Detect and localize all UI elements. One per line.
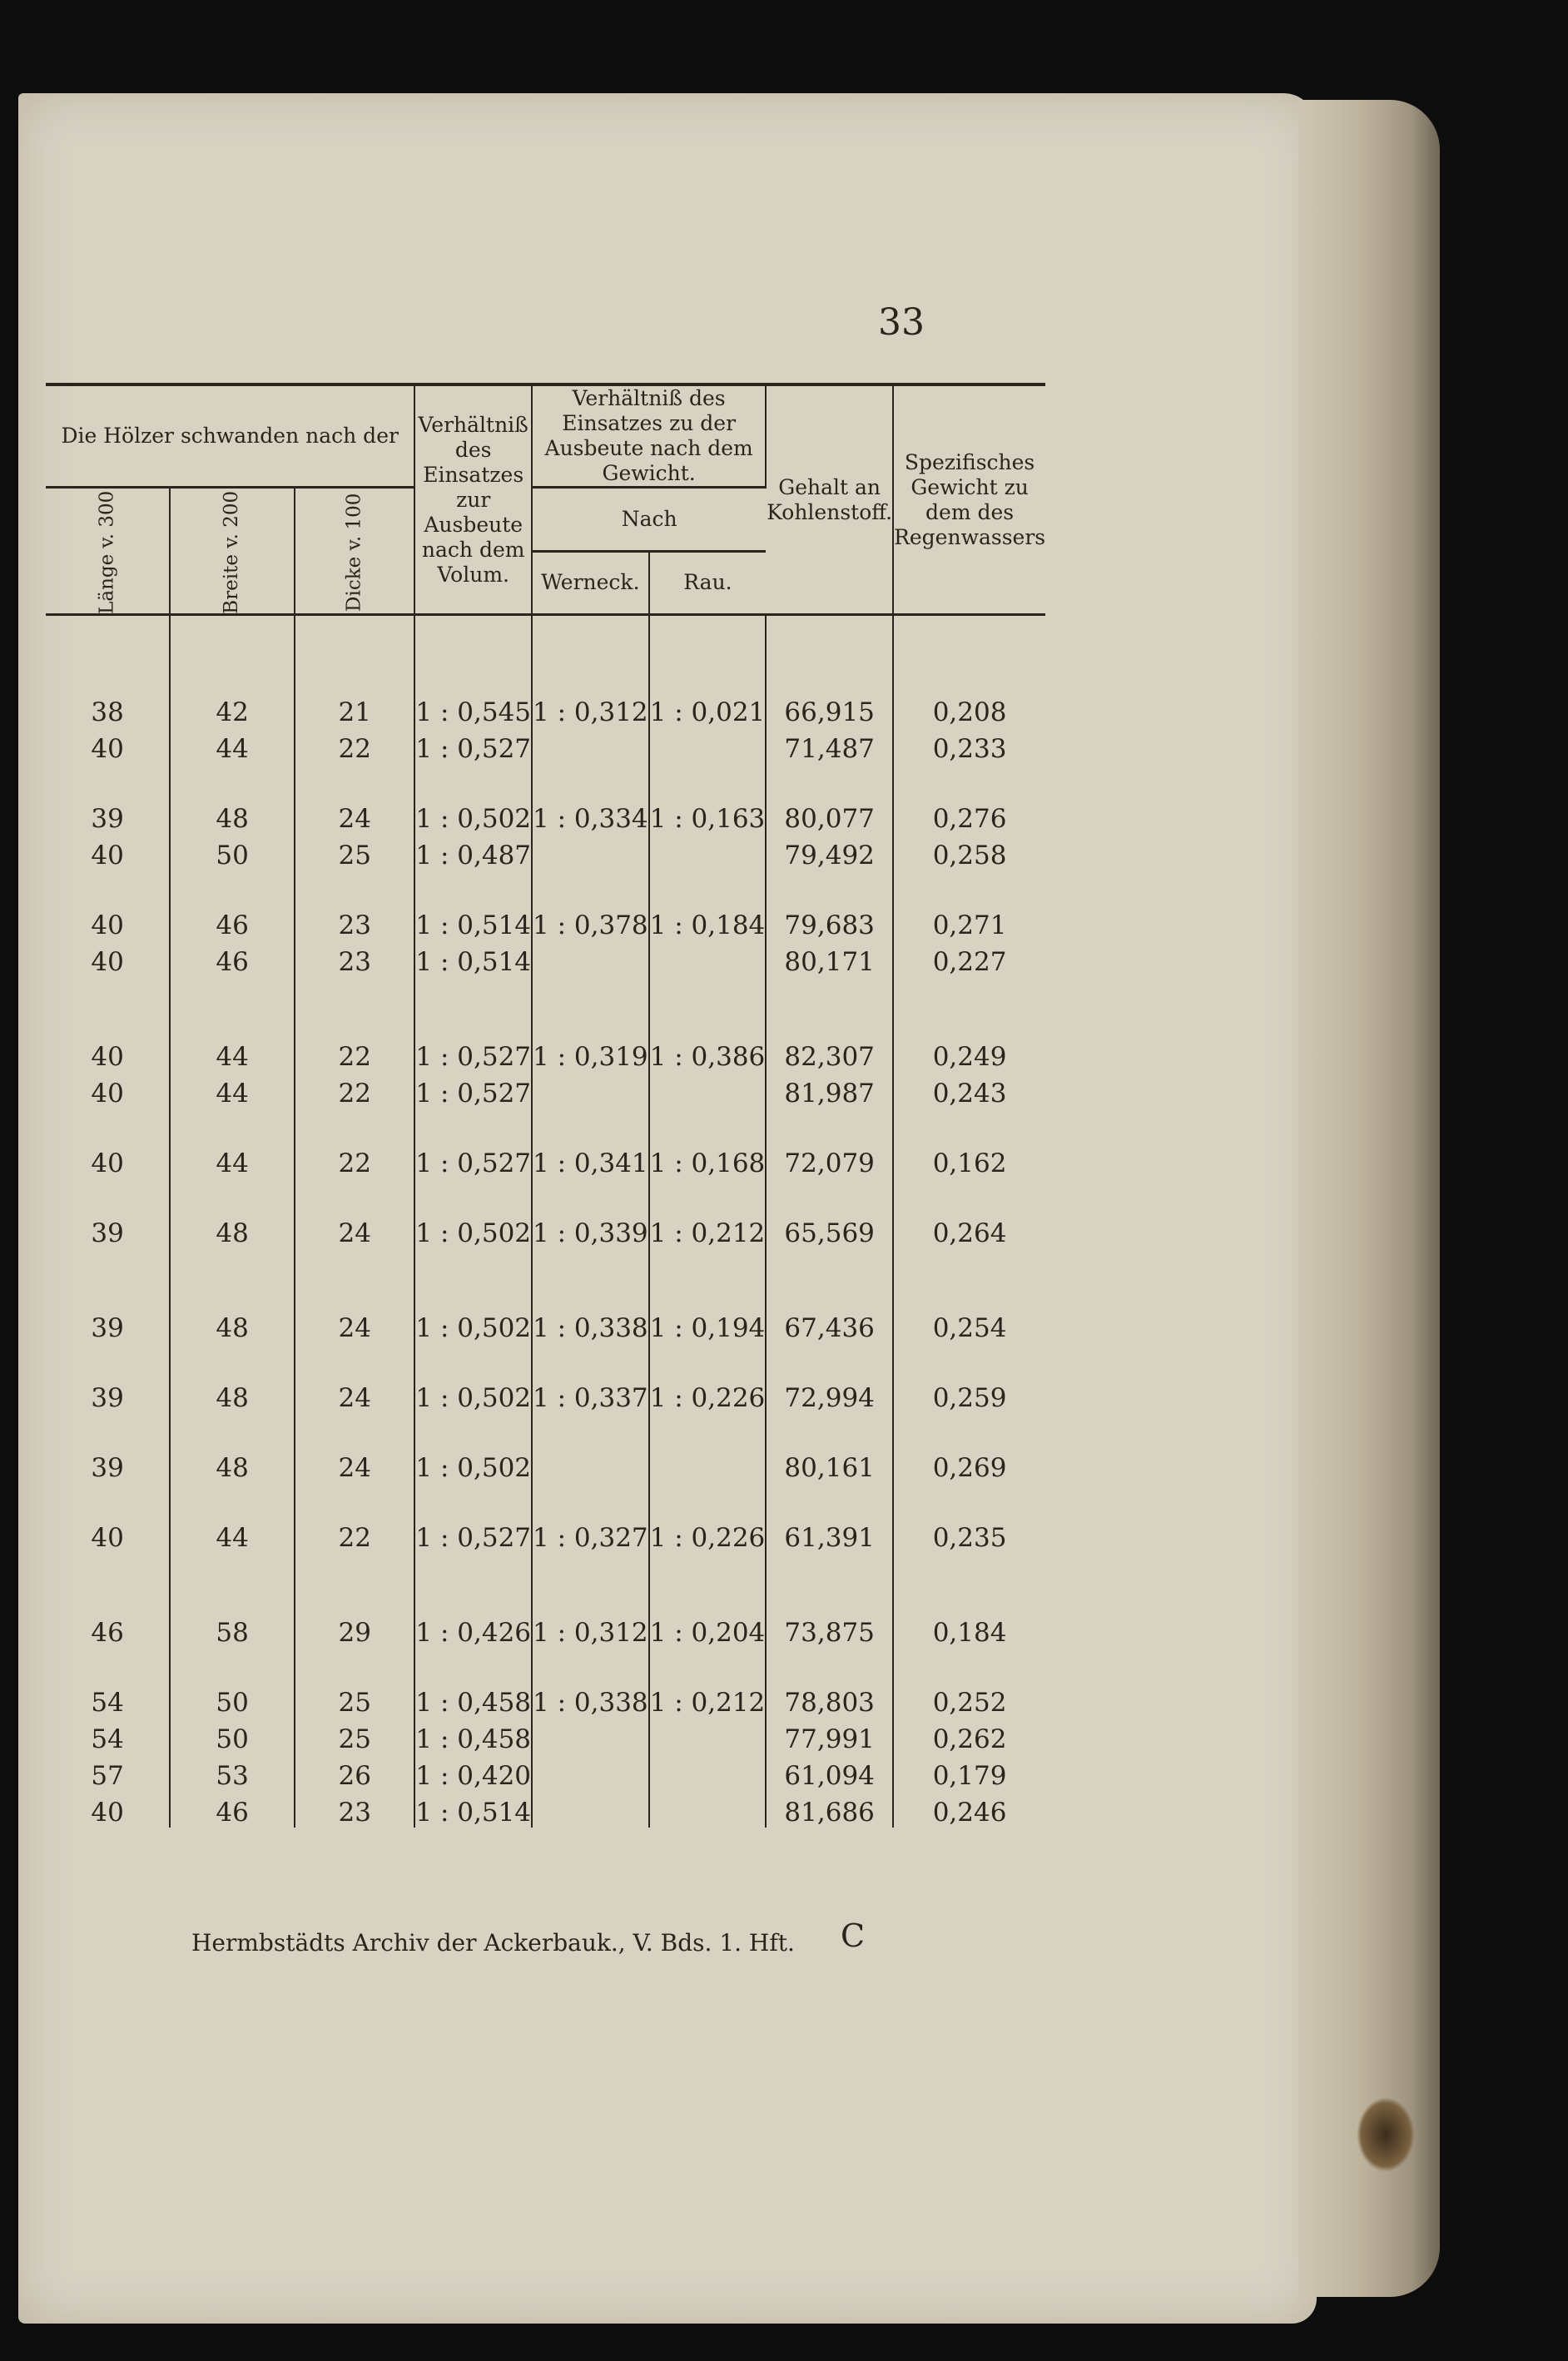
table-row <box>46 1446 1045 1483</box>
page-edge <box>1298 100 1440 2297</box>
cell-rau: 1 : 0,226 <box>649 1516 767 1553</box>
cell-l: 40 <box>46 1791 170 1828</box>
cell-l: 39 <box>46 1376 170 1413</box>
header-laenge: Länge v. 300 <box>46 488 170 615</box>
cell-b: 44 <box>170 727 295 764</box>
cell-kohle: 80,161 <box>766 1446 893 1483</box>
data-table-wrapper <box>46 383 1046 1828</box>
cell-d: 22 <box>295 1516 414 1553</box>
cell-d: 22 <box>295 727 414 764</box>
cell-volum: 1 : 0,487 <box>414 834 532 870</box>
cell-d: 24 <box>295 797 414 834</box>
cell-spez: 0,262 <box>932 1724 1007 1754</box>
cell-d: 22 <box>295 1035 414 1072</box>
cell-volum: 1 : 0,426 <box>414 1611 532 1648</box>
table-row <box>46 727 1045 764</box>
cell-spez: 0,258 <box>932 841 1007 870</box>
cell-volum: 1 : 0,502 <box>414 1212 532 1248</box>
cell-b: 44 <box>170 1516 295 1553</box>
cell-volum: 1 : 0,527 <box>414 727 532 764</box>
table-row <box>46 1376 1045 1413</box>
cell-b: 46 <box>170 1791 295 1828</box>
cell-rau: 1 : 0,386 <box>649 1035 767 1072</box>
header-werneck: Werneck. <box>532 551 649 615</box>
cell-kohle: 80,077 <box>766 797 893 834</box>
cell-l: 40 <box>46 1072 170 1109</box>
cell-l: 40 <box>46 1516 170 1553</box>
cell-d: 23 <box>295 940 414 977</box>
cell-rau <box>649 1718 767 1754</box>
cell-rau: 1 : 0,184 <box>649 904 767 940</box>
cell-werneck <box>532 727 649 764</box>
row-spacer <box>46 1413 1045 1446</box>
cell-l: 40 <box>46 834 170 870</box>
cell-rau <box>649 940 767 977</box>
cell-b: 50 <box>170 834 295 870</box>
cell-l: 39 <box>46 1307 170 1343</box>
cell-l: 39 <box>46 1212 170 1248</box>
cell-l: 57 <box>46 1754 170 1791</box>
cell-l: 39 <box>46 797 170 834</box>
cell-volum: 1 : 0,545 <box>414 691 532 727</box>
cell-werneck <box>532 1446 649 1483</box>
row-spacer <box>46 1553 1045 1611</box>
cell-kohle: 81,987 <box>766 1072 893 1109</box>
row-spacer <box>46 615 1045 692</box>
cell-werneck <box>532 1754 649 1791</box>
cell-spez: 0,264 <box>932 1218 1007 1248</box>
table-row <box>46 834 1045 870</box>
cell-werneck <box>532 1791 649 1828</box>
row-spacer <box>46 1483 1045 1516</box>
cell-werneck: 1 : 0,341 <box>532 1142 649 1178</box>
cell-l: 54 <box>46 1681 170 1718</box>
footer-citation: Hermbstädts Archiv der Ackerbauk., V. Bds. 1. Hft. <box>191 1929 795 1957</box>
row-spacer <box>46 764 1045 797</box>
cell-rau: 1 : 0,226 <box>649 1376 767 1413</box>
table-row <box>46 1754 1045 1791</box>
cell-volum: 1 : 0,527 <box>414 1072 532 1109</box>
cell-volum: 1 : 0,514 <box>414 940 532 977</box>
table-row <box>46 940 1045 977</box>
cell-rau <box>649 1754 767 1791</box>
cell-spez: 0,243 <box>932 1079 1007 1109</box>
cell-werneck: 1 : 0,338 <box>532 1307 649 1343</box>
table-body <box>46 615 1045 1828</box>
cell-spez: 0,249 <box>932 1042 1007 1072</box>
signature-mark: C <box>841 1917 866 1954</box>
cell-b: 50 <box>170 1718 295 1754</box>
cell-d: 24 <box>295 1212 414 1248</box>
row-spacer <box>46 870 1045 904</box>
cell-b: 46 <box>170 940 295 977</box>
table-row <box>46 1212 1045 1248</box>
cell-spez: 0,208 <box>932 697 1007 727</box>
cell-kohle: 71,487 <box>766 727 893 764</box>
cell-b: 48 <box>170 1376 295 1413</box>
cell-werneck: 1 : 0,338 <box>532 1681 649 1718</box>
row-spacer <box>46 1248 1045 1307</box>
cell-kohle: 61,391 <box>766 1516 893 1553</box>
cell-b: 48 <box>170 1446 295 1483</box>
cell-d: 24 <box>295 1446 414 1483</box>
cell-rau: 1 : 0,021 <box>649 691 767 727</box>
cell-b: 44 <box>170 1035 295 1072</box>
cell-volum: 1 : 0,458 <box>414 1681 532 1718</box>
cell-werneck: 1 : 0,337 <box>532 1376 649 1413</box>
cell-b: 46 <box>170 904 295 940</box>
table-row <box>46 1611 1045 1648</box>
cell-werneck: 1 : 0,334 <box>532 797 649 834</box>
cell-rau <box>649 1446 767 1483</box>
cell-rau: 1 : 0,168 <box>649 1142 767 1178</box>
cell-kohle: 61,094 <box>766 1754 893 1791</box>
cell-volum: 1 : 0,527 <box>414 1035 532 1072</box>
cell-b: 44 <box>170 1142 295 1178</box>
cell-kohle: 79,683 <box>766 904 893 940</box>
cell-spez: 0,271 <box>932 910 1007 940</box>
cell-l: 39 <box>46 1446 170 1483</box>
cell-spez: 0,179 <box>932 1761 1007 1791</box>
cell-kohle: 80,171 <box>766 940 893 977</box>
cell-b: 50 <box>170 1681 295 1718</box>
paper-stain <box>1357 2097 1415 2172</box>
cell-kohle: 67,436 <box>766 1307 893 1343</box>
cell-b: 53 <box>170 1754 295 1791</box>
table-row <box>46 1035 1045 1072</box>
cell-volum: 1 : 0,502 <box>414 1376 532 1413</box>
cell-d: 25 <box>295 1681 414 1718</box>
cell-volum: 1 : 0,514 <box>414 1791 532 1828</box>
cell-spez: 0,233 <box>932 734 1007 764</box>
cell-rau <box>649 727 767 764</box>
cell-kohle: 79,492 <box>766 834 893 870</box>
table-row <box>46 691 1045 727</box>
cell-spez: 0,162 <box>932 1148 1007 1178</box>
data-table <box>46 383 1045 1828</box>
header-dims-group: Die Hölzer schwanden nach der <box>46 384 414 488</box>
header-gewicht: Verhältniß des Einsatzes zu der Ausbeute nach dem Gewicht. <box>532 384 766 488</box>
header-kohlenstoff: Gehalt an Kohlenstoff. <box>766 384 893 615</box>
cell-l: 46 <box>46 1611 170 1648</box>
cell-l: 40 <box>46 1142 170 1178</box>
cell-werneck: 1 : 0,312 <box>532 1611 649 1648</box>
table-row <box>46 1072 1045 1109</box>
cell-rau <box>649 1791 767 1828</box>
cell-l: 40 <box>46 904 170 940</box>
cell-l: 40 <box>46 1035 170 1072</box>
header-nach: Nach <box>532 488 766 552</box>
cell-b: 48 <box>170 1212 295 1248</box>
cell-spez: 0,269 <box>932 1453 1007 1483</box>
cell-volum: 1 : 0,527 <box>414 1516 532 1553</box>
cell-kohle: 78,803 <box>766 1681 893 1718</box>
cell-b: 42 <box>170 691 295 727</box>
cell-b: 48 <box>170 797 295 834</box>
cell-d: 24 <box>295 1376 414 1413</box>
cell-kohle: 82,307 <box>766 1035 893 1072</box>
cell-d: 29 <box>295 1611 414 1648</box>
cell-kohle: 65,569 <box>766 1212 893 1248</box>
cell-kohle: 77,991 <box>766 1718 893 1754</box>
table-row <box>46 1516 1045 1553</box>
cell-rau <box>649 1072 767 1109</box>
cell-kohle: 73,875 <box>766 1611 893 1648</box>
cell-spez: 0,254 <box>932 1313 1007 1343</box>
cell-b: 44 <box>170 1072 295 1109</box>
cell-kohle: 72,994 <box>766 1376 893 1413</box>
row-spacer <box>46 1648 1045 1681</box>
cell-werneck <box>532 1718 649 1754</box>
row-spacer <box>46 1178 1045 1212</box>
cell-rau: 1 : 0,163 <box>649 797 767 834</box>
header-volum: Verhältniß des Einsatzes zur Ausbeute nach dem Volum. <box>414 384 532 615</box>
cell-d: 25 <box>295 1718 414 1754</box>
cell-d: 23 <box>295 904 414 940</box>
header-spezifisch: Spezifisches Gewicht zu dem des Regenwassers <box>893 384 1045 615</box>
cell-l: 40 <box>46 940 170 977</box>
cell-spez: 0,259 <box>932 1383 1007 1413</box>
cell-rau: 1 : 0,204 <box>649 1611 767 1648</box>
cell-spez: 0,276 <box>932 804 1007 834</box>
cell-d: 24 <box>295 1307 414 1343</box>
cell-d: 21 <box>295 691 414 727</box>
cell-werneck <box>532 940 649 977</box>
cell-volum: 1 : 0,502 <box>414 1446 532 1483</box>
cell-d: 26 <box>295 1754 414 1791</box>
cell-werneck <box>532 834 649 870</box>
cell-b: 58 <box>170 1611 295 1648</box>
cell-volum: 1 : 0,420 <box>414 1754 532 1791</box>
header-dicke: Dicke v. 100 <box>295 488 414 615</box>
cell-volum: 1 : 0,458 <box>414 1718 532 1754</box>
cell-rau: 1 : 0,212 <box>649 1212 767 1248</box>
cell-volum: 1 : 0,527 <box>414 1142 532 1178</box>
cell-werneck: 1 : 0,378 <box>532 904 649 940</box>
cell-spez: 0,227 <box>932 947 1007 977</box>
cell-spez: 0,246 <box>932 1798 1007 1828</box>
cell-werneck: 1 : 0,312 <box>532 691 649 727</box>
cell-werneck: 1 : 0,339 <box>532 1212 649 1248</box>
table-row <box>46 1681 1045 1718</box>
cell-werneck: 1 : 0,327 <box>532 1516 649 1553</box>
cell-spez: 0,235 <box>932 1523 1007 1553</box>
table-row <box>46 1791 1045 1828</box>
cell-l: 54 <box>46 1718 170 1754</box>
cell-d: 22 <box>295 1142 414 1178</box>
row-spacer <box>46 1109 1045 1142</box>
cell-volum: 1 : 0,514 <box>414 904 532 940</box>
cell-spez: 0,184 <box>932 1618 1007 1648</box>
row-spacer <box>46 1343 1045 1376</box>
cell-d: 22 <box>295 1072 414 1109</box>
cell-kohle: 81,686 <box>766 1791 893 1828</box>
cell-d: 23 <box>295 1791 414 1828</box>
cell-volum: 1 : 0,502 <box>414 797 532 834</box>
cell-kohle: 66,915 <box>766 691 893 727</box>
page-number: 33 <box>878 301 925 344</box>
cell-rau: 1 : 0,212 <box>649 1681 767 1718</box>
table-row <box>46 904 1045 940</box>
table-row <box>46 797 1045 834</box>
cell-werneck <box>532 1072 649 1109</box>
cell-rau: 1 : 0,194 <box>649 1307 767 1343</box>
table-row <box>46 1307 1045 1343</box>
cell-l: 40 <box>46 727 170 764</box>
cell-werneck: 1 : 0,319 <box>532 1035 649 1072</box>
table-row <box>46 1142 1045 1178</box>
cell-volum: 1 : 0,502 <box>414 1307 532 1343</box>
cell-rau <box>649 834 767 870</box>
cell-b: 48 <box>170 1307 295 1343</box>
cell-kohle: 72,079 <box>766 1142 893 1178</box>
table-row <box>46 1718 1045 1754</box>
cell-spez: 0,252 <box>932 1688 1007 1718</box>
cell-d: 25 <box>295 834 414 870</box>
header-rau: Rau. <box>649 551 767 615</box>
header-breite: Breite v. 200 <box>170 488 295 615</box>
row-spacer <box>46 977 1045 1035</box>
cell-l: 38 <box>46 691 170 727</box>
